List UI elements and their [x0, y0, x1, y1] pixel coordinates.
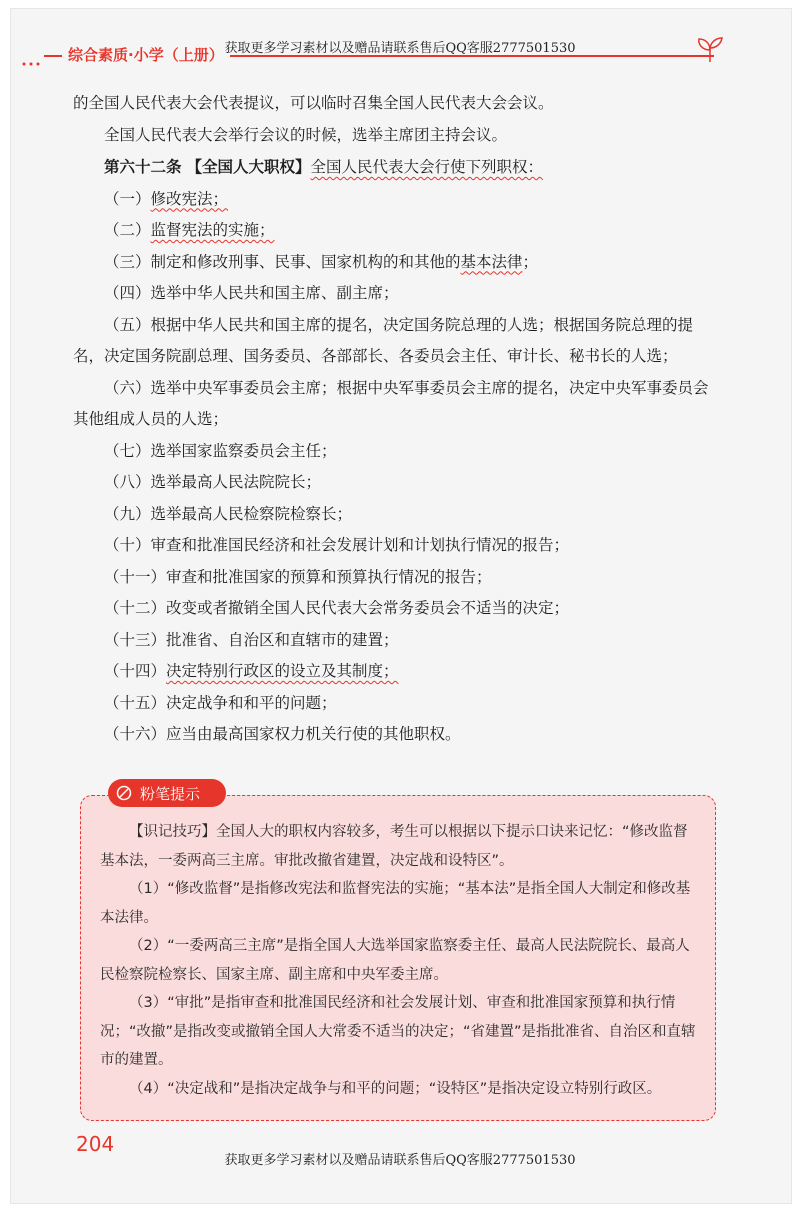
power-item: [73, 656, 723, 688]
power-item: [73, 562, 723, 594]
tip-paragraph: （3）“审批”是指审查和批准国民经济和社会发展计划、审查和批准国家预算和执行情况；“改撤”是指改变或撤销全国人大常委不适当的决定；“省建置”是指批准省、自治区和直辖市的建置。: [100, 995, 696, 1068]
power-item: [73, 247, 723, 279]
power-item: [73, 436, 723, 468]
tip-paragraph: （1）“修改监督”是指修改宪法和监督宪法的实施；“基本法”是指全国人大制定和修改基本法律。: [100, 881, 691, 926]
power-item-number: （十二）: [104, 599, 167, 617]
power-item-text: 根据中华人民共和国主席的提名，决定国务院总理的人选；根据国务院总理的提名，决定国务院副总理、国务委员、各部部长、各委员会主任、审计长、秘书长的人选；: [73, 315, 694, 365]
power-item-text: 选举中央军事委员会主席；根据中央军事委员会主席的提名，决定中央军事委员会其他组成人员的人选；: [73, 378, 709, 428]
power-item-number: （三）: [104, 252, 151, 271]
article-62-heading: [73, 151, 723, 184]
statute-text: [73, 88, 723, 751]
power-item: [73, 310, 723, 373]
tip-paragraph: 【识记技巧】全国人大的职权内容较多，考生可以根据以下提示口诀来记忆：“修改监督基本法，一委两高三主席。审批改撤省建置，决定战和设特区”。: [100, 824, 688, 869]
power-item: [73, 215, 723, 247]
tip-paragraph: （4）“决定战和”是指决定战争与和平的问题；“设特区”是指决定设立特别行政区。: [129, 1080, 662, 1097]
power-item-text: 决定战争和和平的问题；: [166, 693, 337, 712]
chalk-icon: [116, 785, 132, 801]
power-item-text: 制定和修改刑事、民事、国家机构的和其他的: [150, 252, 461, 271]
power-item: [73, 373, 723, 436]
power-item-text: 选举最高人民法院院长；: [150, 473, 322, 491]
header-dots-decoration: [21, 59, 51, 69]
power-item-text: 选举国家监察委员会主任；: [150, 441, 337, 460]
power-item: [73, 467, 723, 499]
article-lead: 全国人民代表大会行使下列职权：: [310, 158, 543, 176]
power-item-text: 选举中华人民共和国主席、副主席；: [150, 284, 399, 302]
power-item-text: 批准省、自治区和直辖市的建置；: [166, 630, 399, 649]
power-item-number: （十三）: [104, 630, 167, 649]
power-item-number: （十）: [104, 536, 151, 554]
power-item: [73, 278, 723, 310]
power-item-text: 决定特别行政区的设立及其制度；: [166, 662, 399, 680]
power-item: [73, 184, 723, 216]
power-item-number: （二）: [104, 221, 151, 239]
watermark-bottom: 获取更多学习素材以及赠品请联系售后QQ客服2777501530: [224, 1153, 576, 1168]
power-item-number: （一）: [104, 189, 151, 208]
power-item-highlight: 基本法律: [460, 252, 523, 271]
power-item-number: （四）: [104, 284, 151, 302]
powers-list: [73, 184, 723, 751]
power-item-text: 改变或者撤销全国人民代表大会常务委员会不适当的决定；: [166, 599, 570, 617]
power-item: [73, 719, 723, 751]
tip-badge-label: 粉笔提示: [140, 784, 201, 803]
power-item-number: （十六）: [104, 725, 167, 743]
sprout-icon: [690, 34, 730, 64]
watermark-top: 获取更多学习素材以及赠品请联系售后QQ客服2777501530: [224, 41, 576, 56]
power-item-number: （七）: [104, 441, 151, 460]
power-item: [73, 625, 723, 657]
power-item-number: （八）: [104, 473, 151, 491]
tip-badge: [108, 779, 226, 807]
power-item-number: （十五）: [104, 693, 167, 712]
article-title: 【全国人大职权】: [186, 157, 311, 176]
power-item-text: 监督宪法的实施；: [150, 221, 275, 239]
power-item-number: （十四）: [104, 662, 167, 680]
power-item: [73, 688, 723, 720]
power-item-number: （六）: [104, 378, 151, 397]
running-header-title: 综合素质·小学（上册）: [62, 43, 230, 67]
power-item: [73, 593, 723, 625]
power-item-text: 审查和批准国民经济和社会发展计划和计划执行情况的报告；: [150, 536, 570, 554]
tip-paragraph: （2）“一委两高三主席”是指全国人大选举国家监察委主任、最高人民法院院长、最高人民检察院检察长、国家主席、副主席和中央军委主席。: [100, 938, 690, 983]
paragraph-presidium: 全国人民代表大会举行会议的时候，选举主席团主持会议。: [104, 125, 508, 144]
power-item-number: （九）: [104, 504, 151, 523]
paragraph-continued: 的全国人民代表大会代表提议，可以临时召集全国人民代表大会会议。: [73, 94, 554, 112]
power-item: [73, 530, 723, 562]
power-item-number: （五）: [104, 315, 151, 334]
power-item-tail: ；: [522, 252, 539, 271]
tip-text: [100, 818, 700, 1103]
power-item-text: 选举最高人民检察院检察长；: [150, 504, 353, 523]
power-item: [73, 499, 723, 531]
power-item-text: 应当由最高国家权力机关行使的其他职权。: [166, 725, 461, 743]
power-item-text: 修改宪法；: [150, 189, 229, 208]
power-item-number: （十一）: [104, 567, 167, 586]
power-item-text: 审查和批准国家的预算和预算执行情况的报告；: [166, 567, 492, 586]
page-number: 204: [76, 1132, 115, 1156]
article-number: 第六十二条: [104, 157, 182, 176]
